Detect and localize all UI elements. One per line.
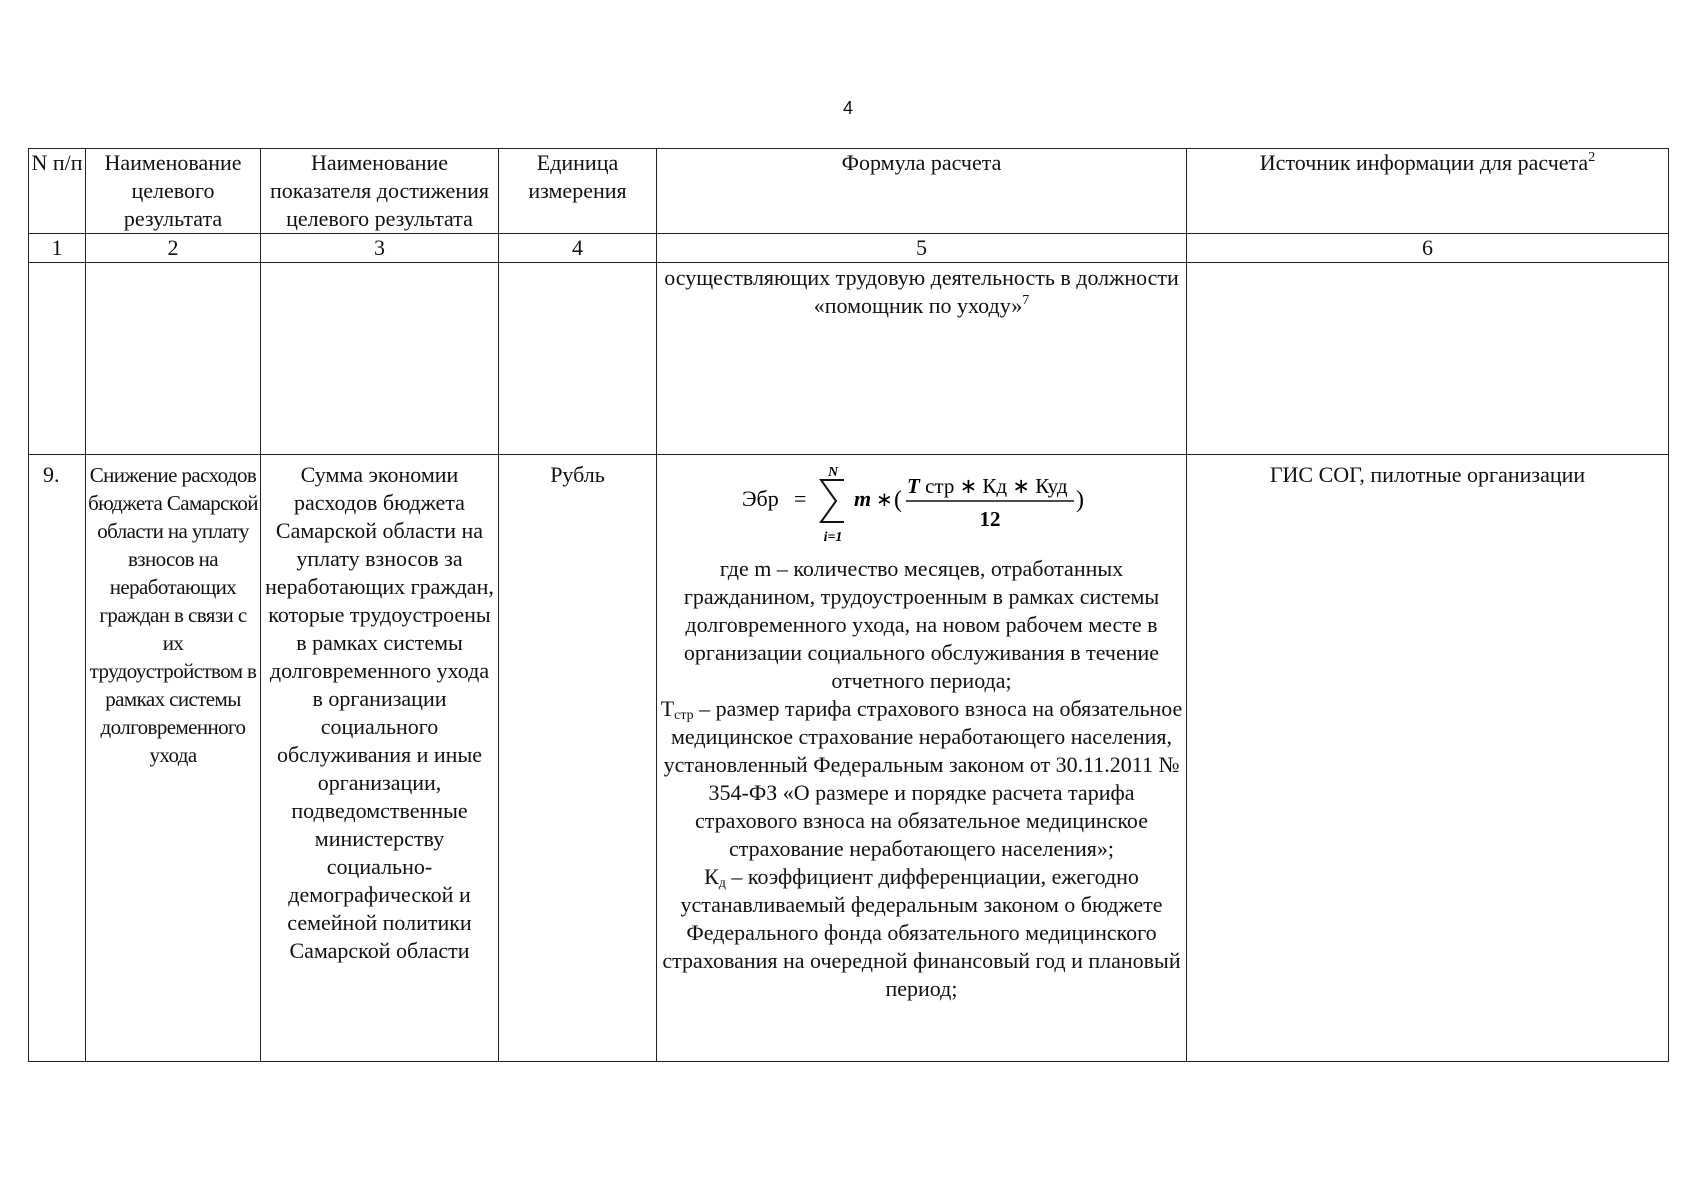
column-number: 4 xyxy=(499,234,657,263)
formula-close-paren: ) xyxy=(1075,487,1084,513)
formula-cell xyxy=(657,455,1187,1062)
empty-cell xyxy=(86,263,261,455)
empty-cell xyxy=(261,263,499,455)
continuation-formula-cell xyxy=(657,263,1187,455)
indicators-table xyxy=(28,148,1669,1062)
formula-equation xyxy=(742,461,1102,547)
symbol-t-subscript: стр xyxy=(674,708,694,723)
table-header-row xyxy=(29,149,1669,234)
formula-numerator-rest: стр ∗ Кд ∗ Куд xyxy=(919,474,1068,498)
formula-denominator: 12 xyxy=(979,507,1000,531)
page-number: 4 xyxy=(842,98,853,118)
formula-numerator-t: T xyxy=(906,474,920,498)
symbol-t: Т xyxy=(660,696,675,721)
column-number-row xyxy=(29,234,1669,263)
continuation-row xyxy=(29,263,1669,455)
definition-m: где m – количество месяцев, отработанных гражданином, трудоустроенным в рамках системы долговременного ухода, на новом рабочем месте в организации социального обслуживания в течение отчетного периода; xyxy=(683,556,1160,693)
source-cell: ГИС СОГ, пилотные организации xyxy=(1187,455,1669,1062)
footnote-marker: 2 xyxy=(1588,150,1596,165)
unit-cell: Рубль xyxy=(499,455,657,1062)
symbol-k-subscript: д xyxy=(718,876,726,891)
header-source-label: Источник информации для расчета xyxy=(1259,150,1589,175)
formula-definitions xyxy=(659,555,1184,1003)
indicator-cell: Сумма экономии расходов бюджета Самарской области на уплату взносов за неработающих граждан, которые трудоустроены в рамках системы долговременного ухода в организации социального обслуживания и иные организации, подведомственные министерству социально-демографической и семейной политики Самарской области xyxy=(261,455,499,1062)
column-number: 6 xyxy=(1187,234,1669,263)
empty-cell xyxy=(29,263,86,455)
formula-lhs: Эбр xyxy=(741,486,779,511)
header-source xyxy=(1187,149,1669,234)
sum-lower-limit: i=1 xyxy=(823,530,842,545)
header-indicator: Наименование показателя достижения целевого результата xyxy=(261,149,499,234)
definition-t-text: – размер тарифа страхового взноса на обязательное медицинское страхование неработающего населения, установленный Федеральным законом от 30.11.2011 № 354-ФЗ «О размере и порядке расчета тарифа страхового взноса на обязательное медицинское страхование неработающего населения»; xyxy=(663,696,1183,861)
column-number: 5 xyxy=(657,234,1187,263)
formula-m: m xyxy=(853,486,871,511)
formula-numerator xyxy=(907,474,1068,498)
header-formula: Формула расчета xyxy=(657,149,1187,234)
header-target-result: Наименование целевого результата xyxy=(86,149,261,234)
continuation-formula-text: осуществляющих трудовую деятельность в должности «помощник по уходу» xyxy=(664,265,1179,318)
column-number: 1 xyxy=(29,234,86,263)
formula-open-paren: ( xyxy=(893,487,902,513)
sum-upper-limit: N xyxy=(827,465,838,480)
column-number: 3 xyxy=(261,234,499,263)
header-unit: Единица измерения xyxy=(499,149,657,234)
empty-cell xyxy=(499,263,657,455)
definition-kd xyxy=(659,863,1184,1003)
formula-equals: = xyxy=(793,486,806,511)
definition-t xyxy=(659,695,1184,863)
sigma-icon xyxy=(821,480,844,522)
formula-times: ∗ xyxy=(875,489,893,511)
empty-cell xyxy=(1187,263,1669,455)
header-number: N п/п xyxy=(29,149,86,234)
footnote-marker: 7 xyxy=(1022,293,1030,308)
symbol-k: К xyxy=(704,864,719,889)
definition-kd-text: – коэффициент дифференциации, ежегодно устанавливаемый федеральным законом о бюджете Федерального фонда обязательного медицинского страхования на очередной финансовый год и плановый период; xyxy=(662,864,1181,1001)
column-number: 2 xyxy=(86,234,261,263)
table-row xyxy=(29,455,1669,1062)
row-number: 9. xyxy=(29,455,86,1062)
target-result-cell: Снижение расходов бюджета Самарской области на уплату взносов на неработающих граждан в связи с их трудоустройством в рамках системы долговременного ухода xyxy=(86,455,261,1062)
